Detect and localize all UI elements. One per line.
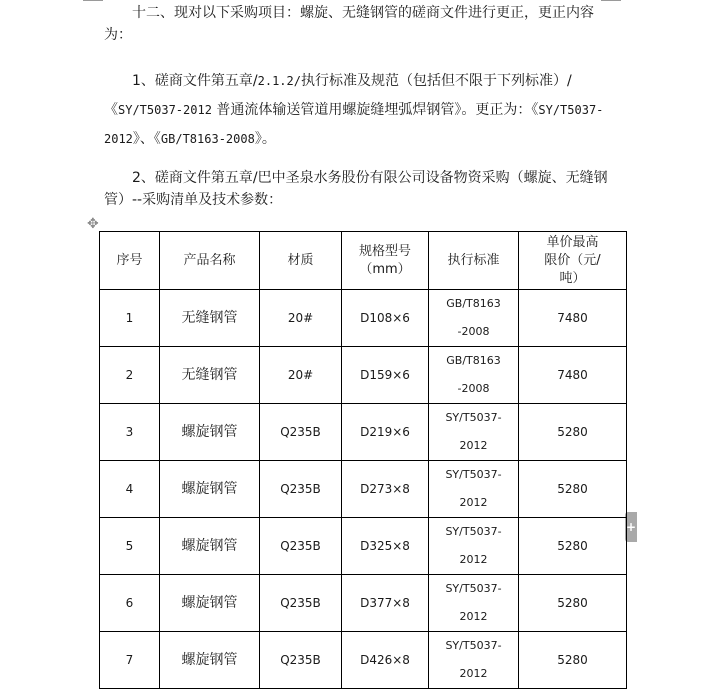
cell-no: 6 [100,575,160,632]
cell-standard-line1: SY/T5037- [445,639,502,652]
cell-material: Q235B [260,575,342,632]
table-row [100,404,627,461]
cell-price: 5280 [519,461,627,518]
cell-spec: D219×6 [342,404,429,461]
header-standard: 执行标准 [429,232,519,290]
cell-name: 螺旋钢管 [160,518,260,575]
header-spec [342,232,429,290]
cell-spec: D325×8 [342,518,429,575]
header-spec-line1: 规格型号 [358,243,411,259]
cell-material: Q235B [260,404,342,461]
cell-price: 5280 [519,518,627,575]
table-row [100,575,627,632]
cell-standard-line1: GB/T8163 [446,297,501,310]
header-price-line3: 吨） [559,270,586,286]
cell-no: 2 [100,347,160,404]
cell-standard-line1: GB/T8163 [446,354,501,367]
header-material: 材质 [260,232,342,290]
cell-standard [429,632,519,689]
header-price-line1: 单价最高 [546,234,599,250]
cell-name: 无缝钢管 [160,347,260,404]
cell-no: 7 [100,632,160,689]
cell-material: 20# [260,347,342,404]
item1-code3: GB/T8163-2008 [160,132,255,146]
cell-standard-line1: SY/T5037- [445,525,502,538]
cell-standard [429,347,519,404]
item1-end: 》。 [254,131,276,147]
cell-name: 螺旋钢管 [160,404,260,461]
cell-standard-line2: 2012 [459,439,488,452]
cell-standard [429,290,519,347]
table-row [100,290,627,347]
cell-standard-line2: 2012 [459,496,488,509]
cell-spec: D108×6 [342,290,429,347]
cell-standard-line1: SY/T5037- [445,411,502,424]
header-no: 序号 [100,232,160,290]
cell-standard-line2: 2012 [459,610,488,623]
add-icon[interactable]: + [625,512,637,542]
item1-mid: 》、《 [132,131,161,147]
header-name: 产品名称 [160,232,260,290]
cell-material: Q235B [260,632,342,689]
cell-material: Q235B [260,461,342,518]
page-corner-mark-left [83,0,103,1]
cell-standard-line2: 2012 [459,667,488,680]
cell-price: 5280 [519,404,627,461]
cell-name: 无缝钢管 [160,290,260,347]
cell-price: 7480 [519,347,627,404]
cell-standard-line1: SY/T5037- [445,468,502,481]
cell-price: 5280 [519,575,627,632]
item1-suffix2: 普通流体输送管道用螺旋缝埋弧焊钢管》。更正为：《 [211,102,539,118]
item1-section: 2.1.2/ [257,74,301,88]
item1-suffix1: 执行标准及规范（包括但不限于下列标准）/《 [104,73,572,118]
header-price [519,232,627,290]
cell-price: 7480 [519,290,627,347]
cell-name: 螺旋钢管 [160,632,260,689]
cell-standard-line1: SY/T5037- [445,582,502,595]
cell-spec: D159×6 [342,347,429,404]
item1-paragraph [104,67,614,154]
table-row [100,632,627,689]
cell-standard-line2: -2008 [457,382,490,395]
cell-name: 螺旋钢管 [160,575,260,632]
header-price-line2: 限价（元/ [544,252,601,268]
procurement-table [99,231,627,689]
cell-no: 1 [100,290,160,347]
header-spec-line2: （mm） [359,261,411,277]
table-row [100,518,627,575]
table-row [100,347,627,404]
cell-name: 螺旋钢管 [160,461,260,518]
intro-paragraph: 十二、现对以下采购项目：螺旋、无缝钢管的磋商文件进行更正，更正内容为： [104,5,594,43]
cell-no: 5 [100,518,160,575]
cell-no: 4 [100,461,160,518]
cell-standard-line2: -2008 [457,325,490,338]
move-icon[interactable]: ✥ [87,216,99,232]
item1-code2: SY/T5037-2012 [104,103,604,146]
cell-standard [429,461,519,518]
item1-prefix: 1、磋商文件第五章/ [132,73,258,89]
cell-spec: D273×8 [342,461,429,518]
cell-material: Q235B [260,518,342,575]
cell-spec: D377×8 [342,575,429,632]
cell-price: 5280 [519,632,627,689]
cell-spec: D426×8 [342,632,429,689]
page-corner-mark-right [601,0,621,1]
cell-standard [429,404,519,461]
cell-no: 3 [100,404,160,461]
item1-code1: SY/T5037-2012 [118,103,212,117]
table-row [100,461,627,518]
cell-material: 20# [260,290,342,347]
cell-standard [429,518,519,575]
table-header-row [100,232,627,290]
cell-standard-line2: 2012 [459,553,488,566]
cell-standard [429,575,519,632]
item2-paragraph: 2、磋商文件第五章/巴中圣泉水务股份有限公司设备物资采购（螺旋、无缝钢管）--采购清单及技术参数： [104,170,608,208]
